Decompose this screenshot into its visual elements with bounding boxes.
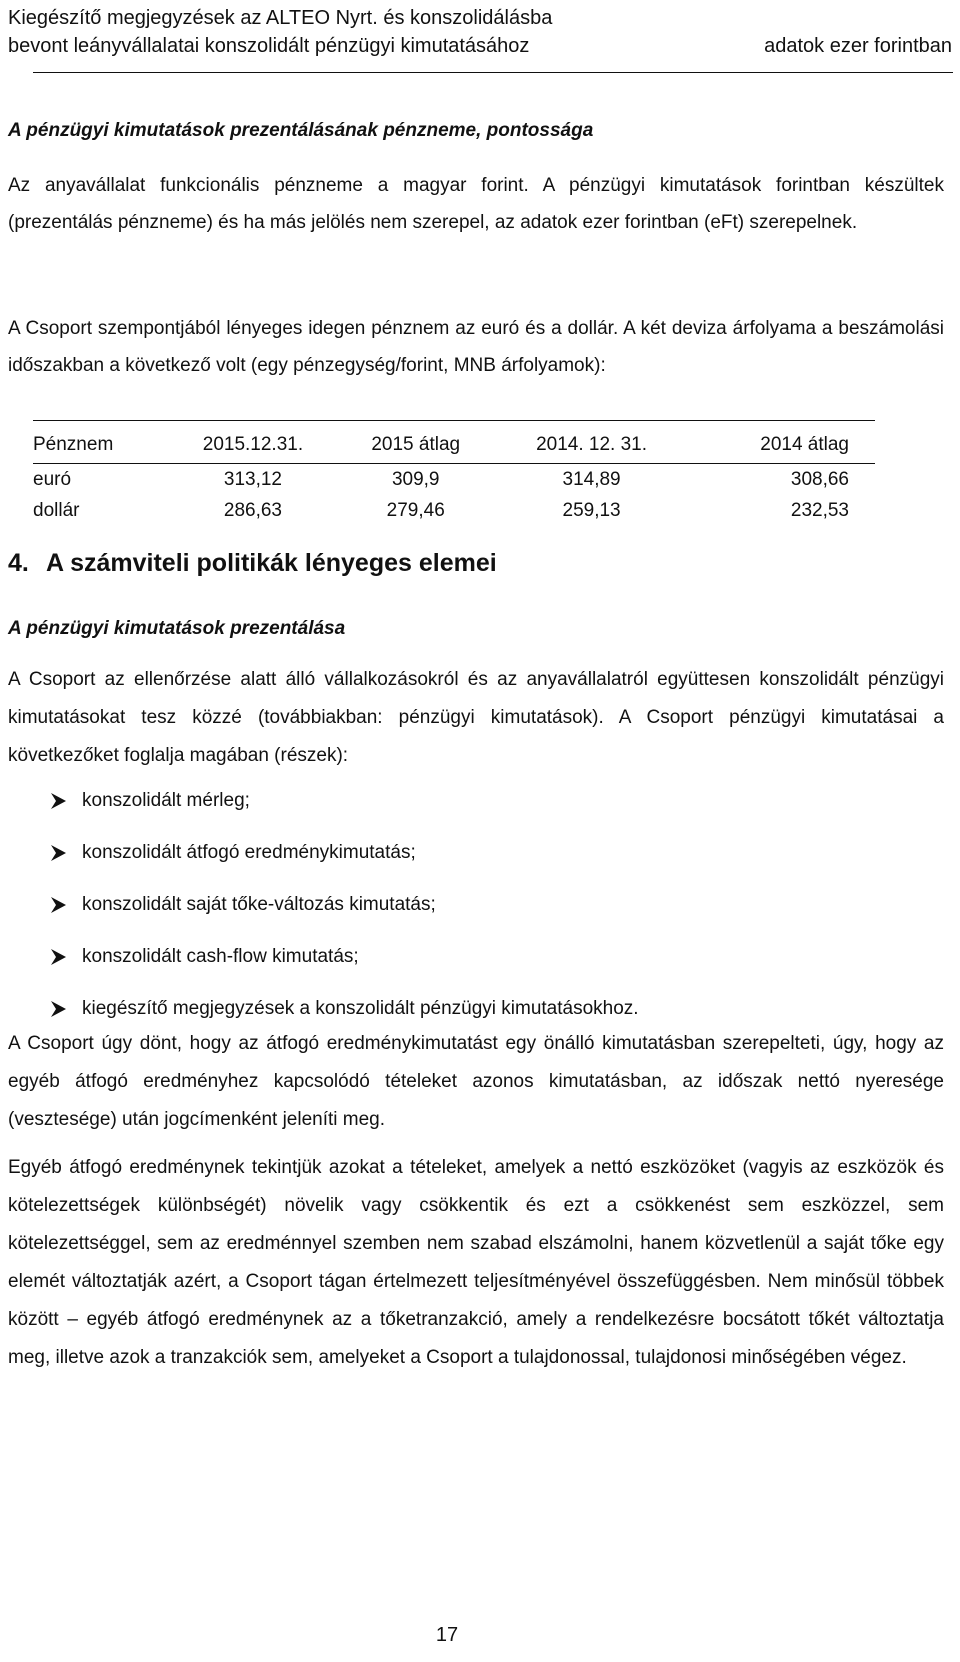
currency-heading: A pénzügyi kimutatások prezentálásának pénzneme, pontossága [8, 120, 594, 141]
list-item: konszolidált saját tőke-változás kimutatás; [8, 889, 944, 941]
header-divider [33, 72, 953, 73]
col-header-2014-year-end: 2014. 12. 31. [536, 434, 648, 455]
presentation-subheading: A pénzügyi kimutatások prezentálása [8, 618, 346, 639]
table-cell: 309,9 [391, 468, 440, 490]
header-title-line1: Kiegészítő megjegyzések az ALTEO Nyrt. és konszolidálásba [8, 7, 553, 29]
list-item: konszolidált átfogó eredménykimutatás; [8, 837, 944, 889]
col-header-2015-average: 2015 átlag [371, 434, 461, 455]
section-4-intro: A Csoport az ellenőrzése alatt álló vállalkozásokról és az anyavállalatról együttesen konszolidált pénzügyi kimutatásokat tesz közzé (továbbiakban: pénzügyi kimutatások). A Csoport pénzügyi kimutatásai a következőket foglalja magában (részek): [8, 669, 944, 766]
table-cell: 286,63 [223, 499, 282, 521]
section-number: 4. [8, 549, 29, 577]
components-list [8, 785, 944, 1045]
arrowhead-bullet-icon [48, 791, 68, 811]
table-cell: dollár [33, 499, 80, 521]
currency-paragraph-1: Az anyavállalat funkcionális pénzneme a magyar forint. A pénzügyi kimutatások forintban készültek (prezentálás pénzneme) és ha más jelölés nem szerepel, az adatok ezer forintban (eFt) szerepelnek. [8, 175, 944, 233]
table-cell: 313,12 [223, 468, 282, 490]
section-4-title [8, 549, 944, 578]
table-row [33, 495, 875, 526]
other-comprehensive-income-paragraph: Egyéb átfogó eredménynek tekintjük azokat a tételeket, amelyek a nettó eszközöket (vagyis az eszközök és kötelezettségek különbségét) növelik vagy csökkentik és ezt a csökkenést sem eszközzel, sem kötelezettséggel, sem az eredménnyel szemben nem szabad elszámolni, hanem közvetlenül a saját tőke egy elemét változtatják azért, a Csoport tágan értelmezett teljesítményével összefüggésben. Nem minősül többek között – egyéb átfogó eredménynek az a tőketranzakció, amely a rendelkezésre bocsátott tőkét változtatja meg, illetve azok a tranzakciók sem, amelyeket a Csoport a tulajdonossal, tulajdonosi minőségében végez. [8, 1157, 944, 1368]
section-title-text: A számviteli politikák lényeges elemei [46, 549, 497, 577]
exchange-rate-table [33, 420, 875, 526]
comprehensive-income-paragraph: A Csoport úgy dönt, hogy az átfogó eredménykimutatást egy önálló kimutatásban szerepelteti, úgy, hogy az egyéb átfogó eredményhez kapcsolódó tételeket azonos kimutatásban, az időszak nettó nyeresége (vesztesége) után jogcímenként jeleníti meg. [8, 1033, 944, 1130]
table-header-row [33, 421, 875, 464]
table-cell: 279,46 [386, 499, 445, 521]
document-header-title [8, 4, 648, 60]
currency-paragraph-2: A Csoport szempontjából lényeges idegen pénznem az euró és a dollár. A két deviza árfolyama a beszámolási időszakban a következő volt (egy pénzegység/forint, MNB árfolyamok): [8, 318, 944, 376]
table-row [33, 464, 875, 496]
table-cell: 259,13 [562, 499, 621, 521]
arrowhead-bullet-icon [48, 895, 68, 915]
arrowhead-bullet-icon [48, 999, 68, 1019]
list-item: konszolidált mérleg; [8, 785, 944, 837]
header-units: adatok ezer forintban [764, 35, 952, 57]
col-header-2014-average: 2014 átlag [760, 434, 849, 455]
arrowhead-bullet-icon [48, 843, 68, 863]
table-cell: 314,89 [562, 468, 621, 490]
table-cell: euró [33, 468, 72, 490]
header-title-line2: bevont leányvállalatai konszolidált pénzügyi kimutatásához [8, 35, 530, 57]
col-header-currency: Pénznem [33, 434, 114, 455]
table-cell: 308,66 [790, 468, 849, 490]
col-header-2015-year-end: 2015.12.31. [202, 434, 304, 455]
list-item: kiegészítő megjegyzések a konszolidált pénzügyi kimutatásokhoz. [8, 993, 944, 1045]
list-item: konszolidált cash-flow kimutatás; [8, 941, 944, 993]
arrowhead-bullet-icon [48, 947, 68, 967]
page-number: 17 [435, 1624, 459, 1646]
table-cell: 232,53 [790, 499, 849, 521]
